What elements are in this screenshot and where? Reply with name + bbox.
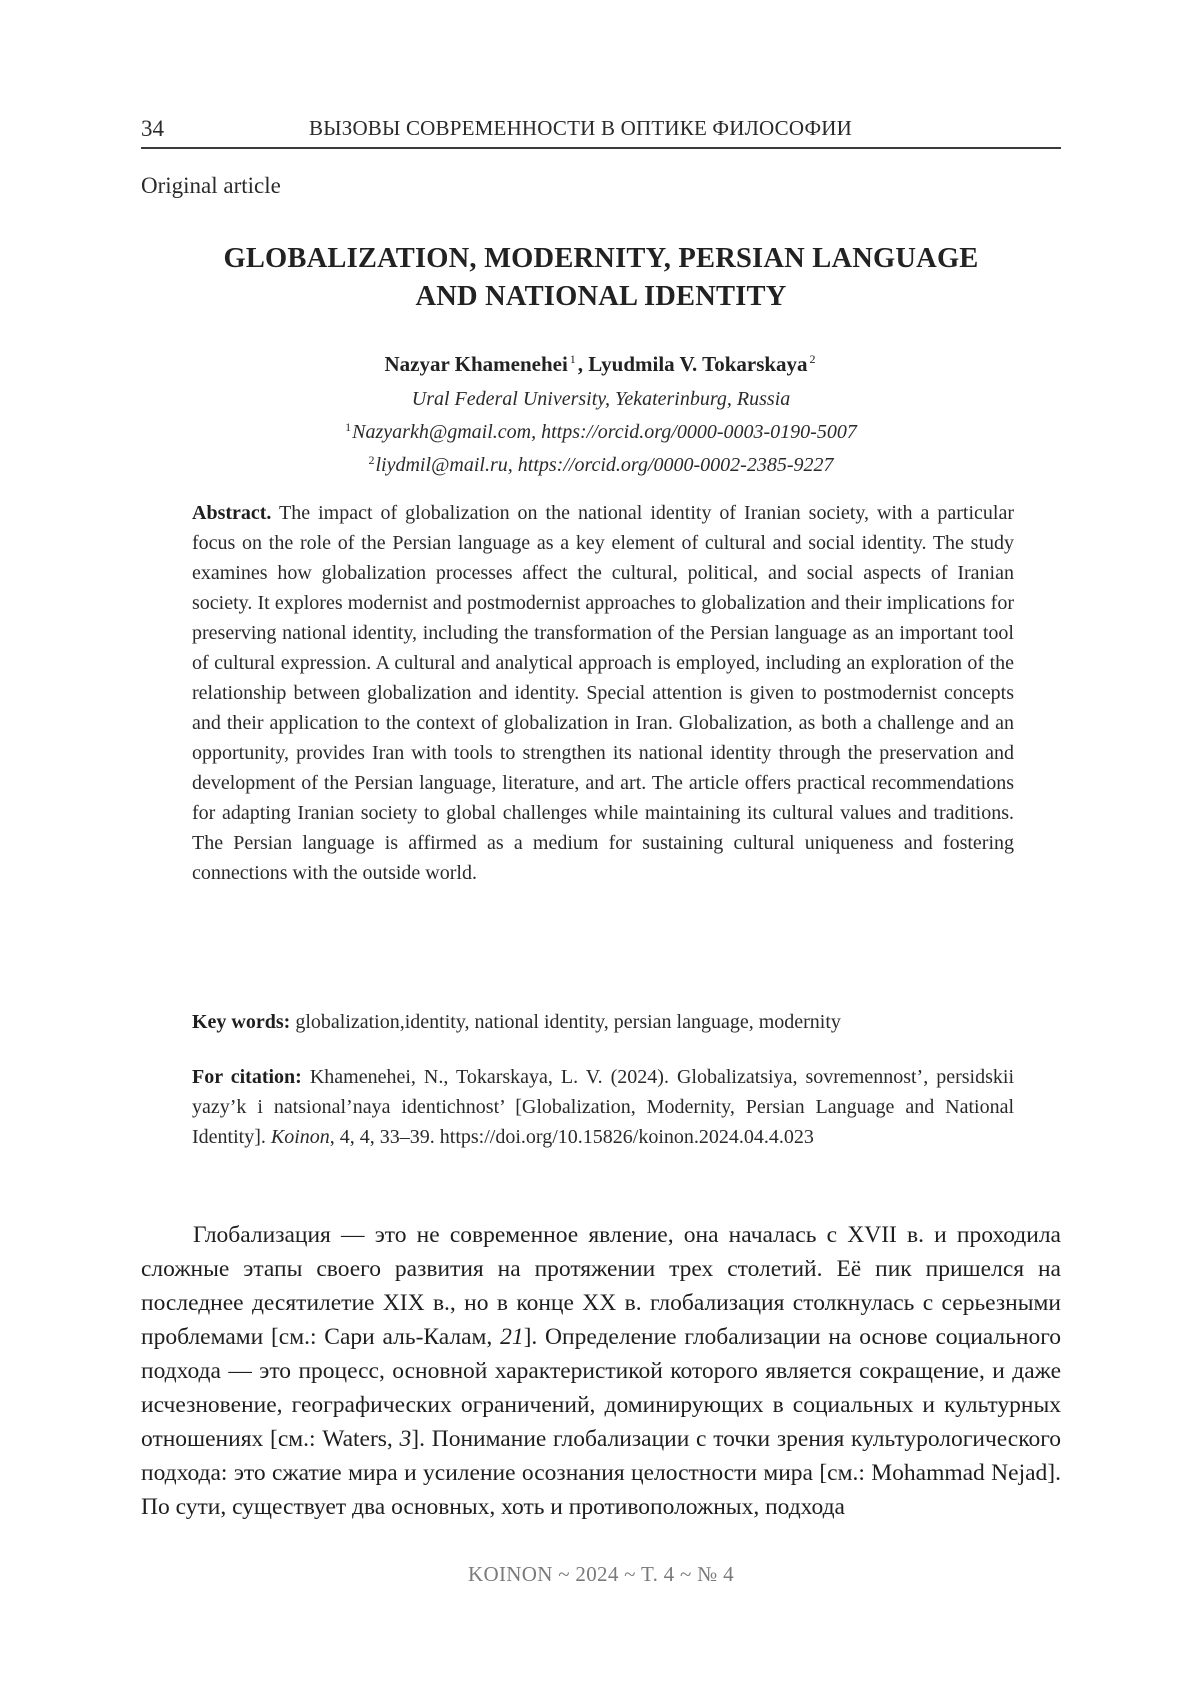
article-type: Original article — [141, 173, 281, 198]
affiliation: Ural Federal University, Yekaterinburg, Russia — [411, 388, 791, 410]
keywords — [192, 1007, 1014, 1037]
body-text-segment: ]. Понимание глобализации с точки зрения культурологического подхода: это сжатие мира и усиление осознания целостности мира [см.: Mohammad Nejad]. По сути, существует два основных, хоть и противоположных, подхода — [141, 1426, 1061, 1520]
keywords-label: Key words: — [192, 1011, 291, 1033]
contact-text[interactable]: liydmil@mail.ru, https://orcid.org/0000-0002-2385-9227 — [375, 454, 834, 476]
citation-journal: Koinon — [270, 1126, 330, 1148]
header-rule — [141, 147, 1061, 149]
citation — [192, 1062, 1014, 1152]
keywords-text: globalization,identity, national identity, persian language, modernity — [290, 1011, 841, 1033]
page-number: 34 — [141, 116, 164, 141]
body-text-segment: ]. Определение глобализации на основе социального подхода — это процесс, основной характеристикой которого является сокращение, и даже исчезновение, географических ограничений, доминирующих в социальных и культурных отношениях [см.: Waters, — [141, 1324, 1061, 1452]
reference-page: 3 — [399, 1426, 412, 1452]
author-name: Lyudmila V. Tokarskaya — [588, 352, 808, 376]
contact-text[interactable]: Nazyarkh@gmail.com, https://orcid.org/0000-0003-0190-5007 — [352, 421, 857, 443]
author-marker: 1 — [569, 352, 576, 366]
abstract — [192, 498, 1014, 888]
running-header — [141, 112, 1061, 148]
contact-marker: 1 — [345, 420, 352, 434]
author-marker: 2 — [809, 352, 816, 366]
section-title: ВЫЗОВЫ СОВРЕМЕННОСТИ В ОПТИКЕ ФИЛОСОФИИ — [309, 116, 853, 140]
affiliations — [141, 385, 1061, 479]
citation-details[interactable]: , 4, 4, 33–39. https://doi.org/10.15826/koinon.2024.04.4.023 — [329, 1126, 814, 1148]
contact-line — [141, 413, 1061, 446]
authors — [141, 352, 1061, 377]
author-name: Nazyar Khamenehei — [384, 352, 568, 376]
abstract-label: Abstract. — [192, 502, 272, 524]
body-text-segment: Глобализация — это не современное явление, она началась с XVII в. и проходила сложные этапы своего развития на протяжении трех столетий. Её пик пришелся на последнее десятилетие XIX в., но в конце XX в. глобализация столкнулась с серьезными проблемами [см.: Сари аль-Калам, — [141, 1222, 1061, 1350]
page-footer: KOINON ~ 2024 ~ T. 4 ~ № 4 — [468, 1562, 734, 1586]
contact-marker: 2 — [368, 453, 375, 467]
title-line-1: GLOBALIZATION, MODERNITY, PERSIAN LANGUAGE — [223, 243, 979, 274]
article-title — [141, 240, 1061, 316]
authors-separator: , — [577, 352, 589, 376]
title-line-2: AND NATIONAL IDENTITY — [415, 281, 787, 312]
citation-text: Khamenehei, N., Tokarskaya, L. V. (2024). Globalizatsiya, sovremennost’, persidskii yazy’k i natsional’naya identichnost’ [Globalization, Modernity, Persian Language and National Identity]. — [192, 1066, 1014, 1148]
body-paragraph — [141, 1218, 1061, 1524]
abstract-text: The impact of globalization on the national identity of Iranian society, with a particular focus on the role of the Persian language as a key element of cultural and social identity. The study examines how globalization processes affect the cultural, political, and social aspects of Iranian society. It explores modernist and postmodernist approaches to globalization and their implications for preserving national identity, including the transformation of the Persian language as an important tool of cultural expression. A cultural and analytical approach is employed, including an exploration of the relationship between globalization and identity. Special attention is given to postmodernist concepts and their application to the context of globalization in Iran. Globalization, as both a challenge and an opportunity, provides Iran with tools to strengthen its national identity through the preservation and development of the Persian language, literature, and art. The article offers practical recommendations for adapting Iranian society to global challenges while maintaining its cultural values and traditions. The Persian language is affirmed as a medium for sustaining cultural uniqueness and fostering connections with the outside world. — [192, 502, 1014, 884]
body-text — [141, 1218, 1061, 1524]
contact-line — [141, 446, 1061, 479]
citation-label: For citation: — [192, 1066, 302, 1088]
reference-page: 21 — [500, 1324, 524, 1350]
